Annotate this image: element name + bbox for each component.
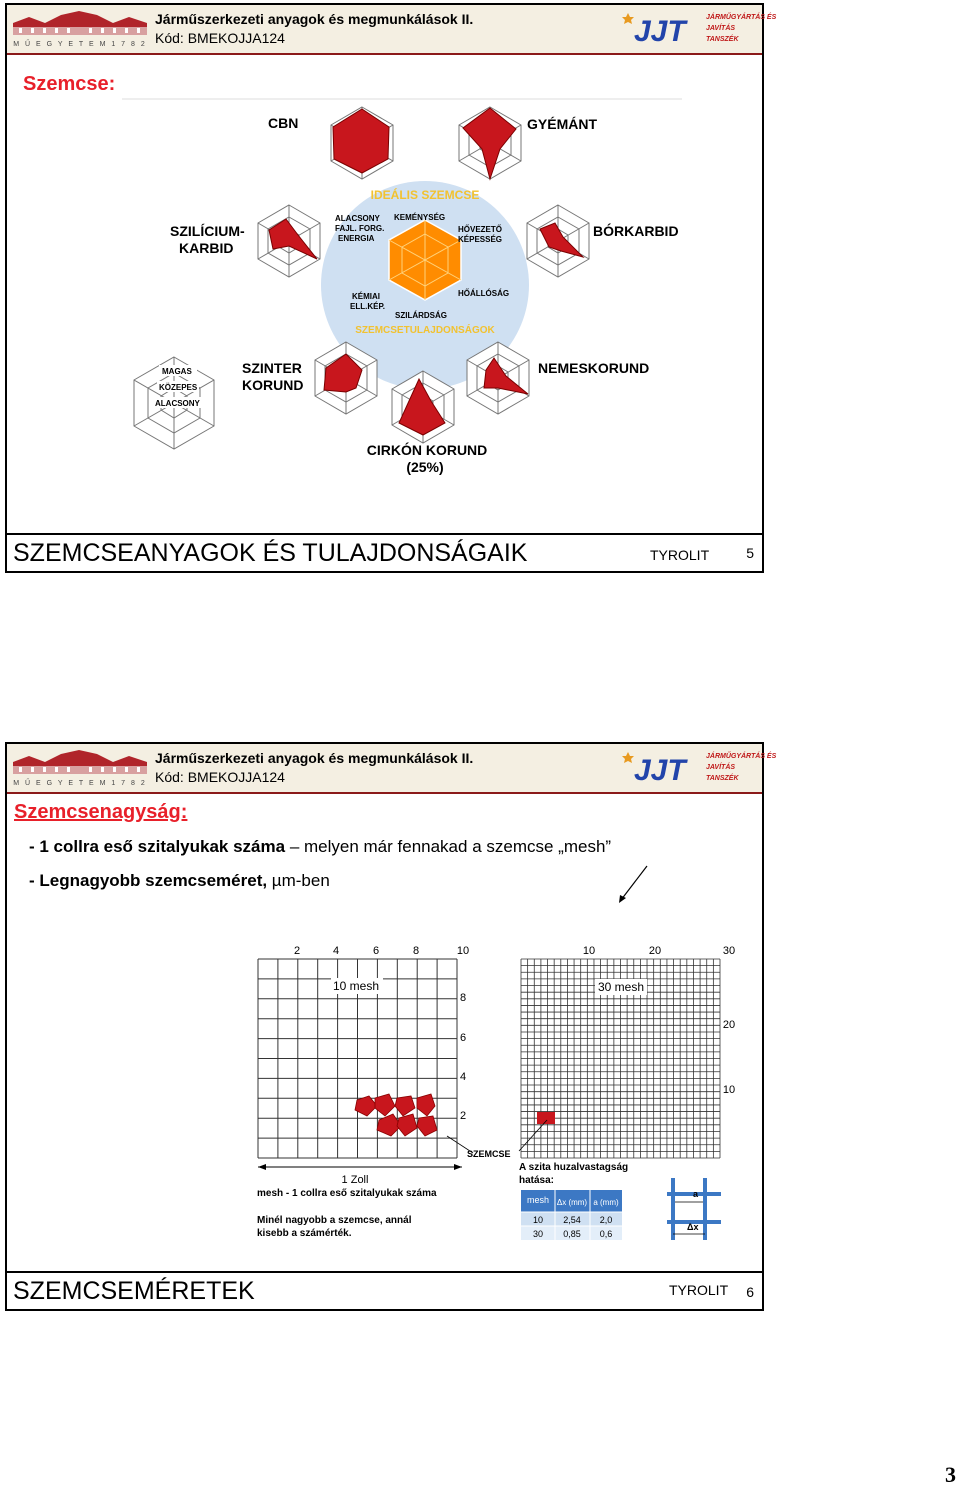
wire-title-1: A szita huzalvastagság bbox=[519, 1162, 629, 1173]
prop-hovezeto-1: HŐVEZETŐ bbox=[458, 225, 503, 234]
tick-left-right-1: 8 bbox=[459, 992, 467, 1004]
tick-left-right-4: 2 bbox=[459, 1110, 467, 1122]
prop-alacsony-2: FAJL. FORG. bbox=[335, 224, 385, 233]
table-cell: 30 bbox=[532, 1229, 544, 1239]
label-szilicium-2: KARBID bbox=[179, 240, 234, 256]
table-cell: 2,54 bbox=[563, 1215, 581, 1225]
prop-kemiai-1: KÉMIAI bbox=[352, 292, 380, 301]
small-grain bbox=[537, 1112, 555, 1124]
footer-page-number: 6 bbox=[746, 1284, 754, 1300]
grain-property-diagram bbox=[7, 55, 762, 490]
szilicium-chart bbox=[258, 205, 320, 277]
bullet-1-rest: – melyen már fennakad a szemcse „mesh” bbox=[285, 837, 612, 856]
bullet-2-bold: - Legnagyobb szemcseméret, bbox=[29, 871, 268, 890]
mesh-diagram bbox=[7, 844, 762, 1244]
university-logo bbox=[9, 748, 151, 788]
mesh-table bbox=[521, 1190, 622, 1240]
gyemant-chart bbox=[459, 107, 521, 179]
cbn-chart bbox=[331, 107, 393, 179]
bullet-2-rest: µm-ben bbox=[267, 871, 330, 890]
label-cirkon-1: CIRKÓN KORUND bbox=[366, 442, 488, 458]
tick-left-top-3: 6 bbox=[372, 945, 380, 957]
footer-brand: TYROLIT bbox=[650, 547, 710, 563]
dept-logo-text: JJT bbox=[634, 754, 686, 787]
prop-alacsony-1: ALACSONY bbox=[335, 214, 380, 223]
legend-kozepes: KÖZEPES bbox=[159, 383, 198, 392]
slide-6 bbox=[5, 742, 777, 1311]
label-szilicium-1: SZILÍCIUM- bbox=[170, 223, 245, 239]
slide-footer bbox=[7, 1271, 762, 1309]
slide-header bbox=[7, 5, 777, 55]
university-logo-text: M Ű E G Y E T E M 1 7 8 2 bbox=[13, 780, 147, 787]
label-nemeskorund: NEMESKORUND bbox=[538, 360, 650, 376]
wire-detail bbox=[667, 1178, 721, 1240]
dept-logo-line-2: JAVÍTÁS bbox=[706, 764, 736, 771]
table-cell: 0,6 bbox=[599, 1229, 613, 1239]
prop-hovezeto-2: KÉPESSÉG bbox=[458, 235, 503, 244]
bullet-1-bold: - 1 collra eső szitalyukak száma bbox=[29, 837, 286, 856]
tick-left-top-2: 4 bbox=[332, 945, 340, 957]
dept-logo-text: JJT bbox=[634, 15, 686, 48]
table-cell: 2,0 bbox=[599, 1215, 613, 1225]
slide-5 bbox=[5, 3, 777, 573]
dept-logo-line-2: JAVÍTÁS bbox=[706, 25, 736, 32]
university-logo bbox=[9, 9, 151, 49]
tick-right-top-1: 10 bbox=[582, 945, 596, 957]
tick-right-top-2: 20 bbox=[648, 945, 662, 957]
tick-right-right-1: 20 bbox=[722, 1019, 736, 1031]
label-cbn: CBN bbox=[268, 115, 299, 131]
tick-left-top-1: 2 bbox=[293, 945, 301, 957]
tick-left-right-3: 4 bbox=[459, 1071, 467, 1083]
label-30-mesh: 30 mesh bbox=[597, 980, 645, 994]
department-logo bbox=[618, 7, 777, 49]
section-heading: Szemcse: bbox=[23, 73, 116, 95]
course-code: Kód: BMEKOJJA124 bbox=[155, 30, 285, 46]
dept-logo-line-1: JÁRMŰGYÁRTÁS ÉS bbox=[706, 753, 777, 760]
footer-title: SZEMCSEMÉRETEK bbox=[13, 1277, 255, 1305]
table-cell: 0,85 bbox=[563, 1229, 581, 1239]
label-cirkon-2: (25%) bbox=[406, 459, 444, 475]
footer-page-number: 5 bbox=[746, 545, 754, 561]
label-10-mesh: 10 mesh bbox=[332, 979, 380, 993]
pointer-arrow bbox=[621, 866, 647, 900]
section-heading: Szemcsenagyság: bbox=[14, 801, 188, 823]
course-code: Kód: BMEKOJJA124 bbox=[155, 769, 285, 785]
legend-magas: MAGAS bbox=[162, 367, 192, 376]
grain-particles bbox=[355, 1094, 437, 1136]
dept-logo-line-3: TANSZÉK bbox=[706, 36, 739, 43]
table-header-mesh: mesh bbox=[526, 1195, 550, 1205]
table-header-dx: Δx (mm) bbox=[556, 1198, 588, 1207]
note-line-1: Minél nagyobb a szemcse, annál bbox=[257, 1215, 412, 1226]
tick-left-top-4: 8 bbox=[412, 945, 420, 957]
property-footer: SZEMCSETULAJDONSÁGOK bbox=[355, 325, 495, 336]
document-page-number: 3 bbox=[945, 1462, 956, 1487]
tick-right-top-3: 30 bbox=[722, 945, 736, 957]
dim-a: a bbox=[693, 1189, 699, 1199]
prop-alacsony-3: ENERGIA bbox=[338, 234, 375, 243]
tick-right-right-2: 10 bbox=[722, 1084, 736, 1096]
tick-left-right-2: 6 bbox=[459, 1032, 467, 1044]
footer-brand: TYROLIT bbox=[669, 1282, 729, 1298]
label-gyemant: GYÉMÁNT bbox=[527, 116, 597, 132]
label-borkarbid: BÓRKARBID bbox=[593, 223, 679, 239]
course-title: Járműszerkezeti anyagok és megmunkálások II. bbox=[155, 750, 474, 766]
label-szemcse: SZEMCSE bbox=[467, 1149, 511, 1159]
label-szinter-2: KORUND bbox=[242, 377, 304, 393]
table-cell: 10 bbox=[532, 1215, 544, 1225]
wire-title-2: hatása: bbox=[519, 1175, 555, 1186]
legend-alacsony: ALACSONY bbox=[155, 399, 200, 408]
prop-hoallosag: HŐÁLLÓSÁG bbox=[458, 289, 510, 298]
dim-dx: Δx bbox=[687, 1222, 699, 1232]
borkarbid-chart bbox=[527, 205, 589, 277]
tick-left-top-5: 10 bbox=[456, 945, 470, 957]
footer-title: SZEMCSEANYAGOK ÉS TULAJDONSÁGAIK bbox=[13, 539, 528, 567]
department-logo bbox=[618, 746, 777, 788]
table-header-a: a (mm) bbox=[593, 1198, 619, 1207]
label-mesh-definition: mesh - 1 collra eső szitalyukak száma bbox=[257, 1188, 437, 1199]
dept-logo-line-3: TANSZÉK bbox=[706, 775, 739, 782]
prop-kemenyseg: KEMÉNYSÉG bbox=[394, 213, 446, 222]
note-line-2: kisebb a számérték. bbox=[257, 1228, 352, 1239]
university-logo-text: M Ű E G Y E T E M 1 7 8 2 bbox=[13, 41, 147, 48]
label-szinter-1: SZINTER bbox=[242, 360, 302, 376]
slide-header bbox=[7, 744, 777, 794]
dept-logo-line-1: JÁRMŰGYÁRTÁS ÉS bbox=[706, 14, 777, 21]
label-zoll: 1 Zoll bbox=[341, 1174, 369, 1186]
prop-kemiai-2: ELL.KÉP. bbox=[350, 302, 385, 311]
slide-footer bbox=[7, 533, 762, 571]
prop-szilardsag: SZILÁRDSÁG bbox=[395, 311, 447, 320]
ideal-title: IDEÁLIS SZEMCSE bbox=[370, 188, 480, 202]
course-title: Járműszerkezeti anyagok és megmunkálások II. bbox=[155, 11, 474, 27]
